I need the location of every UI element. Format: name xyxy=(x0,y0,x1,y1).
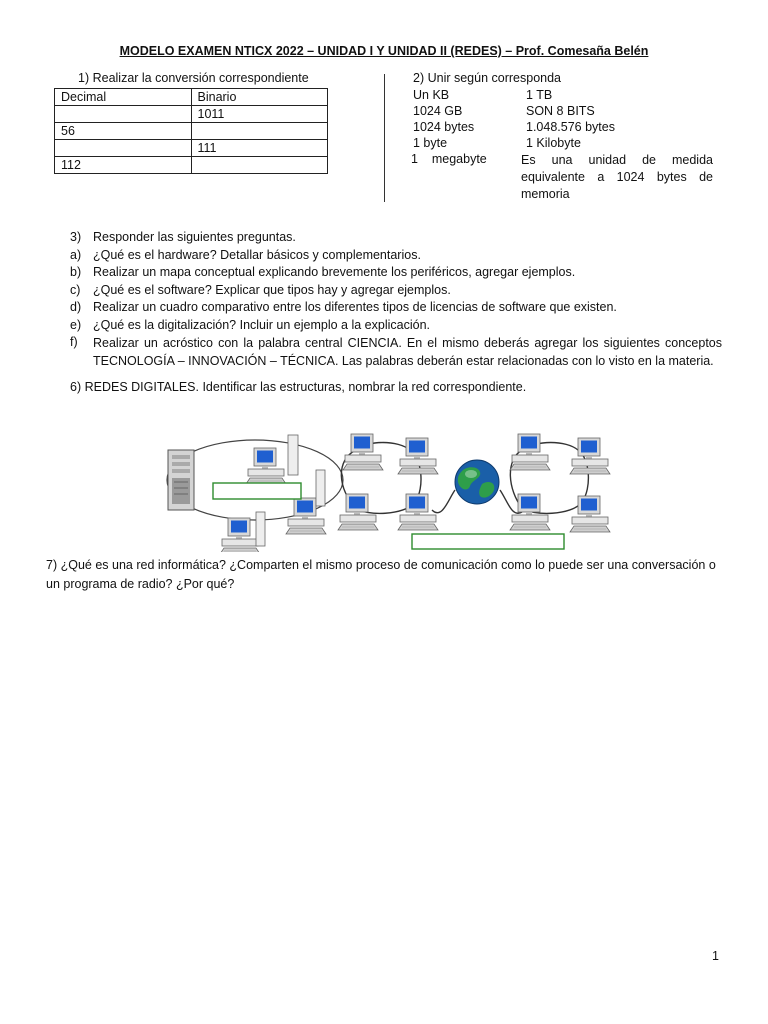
network-diagram xyxy=(160,420,620,552)
table-row xyxy=(55,106,328,123)
table-header-row xyxy=(55,89,328,106)
computer-icon xyxy=(570,438,610,474)
answer-box[interactable] xyxy=(213,483,301,499)
computer-icon xyxy=(398,438,438,474)
computer-icon xyxy=(510,434,550,470)
page-title: MODELO EXAMEN NTICX 2022 – UNIDAD I Y UNIDAD II (REDES) – Prof. Comesaña Belén xyxy=(119,44,649,58)
q7-text: 7) ¿Qué es una red informática? ¿Comparten el mismo proceso de comunicación como lo puede ser una conversación o un programa de radio? ¿Por qué? xyxy=(46,558,716,591)
tower-icon xyxy=(256,512,265,546)
q6-text: 6) REDES DIGITALES. Identificar las estructuras, nombrar la red correspondiente. xyxy=(70,380,527,394)
table-row xyxy=(55,140,328,157)
table-cell-decimal[interactable]: 56 xyxy=(55,123,192,140)
computer-icon xyxy=(338,494,378,530)
item-marker: e) xyxy=(70,317,82,332)
server-icon xyxy=(168,450,194,510)
tower-icon xyxy=(316,470,325,506)
column-divider xyxy=(384,74,385,202)
table-cell-binario[interactable]: 111 xyxy=(191,140,328,157)
item-text: Realizar un acróstico con la palabra central CIENCIA. En el mismo deberás agregar los siguientes conceptos TECNOLOGÍA – INNOVACIÓN – TÉCNICA. Las palabras deberán estar relacionadas con lo visto en la materia. xyxy=(93,336,722,368)
conversion-table xyxy=(54,88,328,174)
page-number: 1 xyxy=(712,949,719,963)
item-text: Responder las siguientes preguntas. xyxy=(93,230,296,244)
table-cell-decimal[interactable] xyxy=(55,140,192,157)
item-marker: a) xyxy=(70,247,82,262)
computer-icon xyxy=(398,494,438,530)
match-left-item: 1024 bytes xyxy=(413,120,475,134)
header-decimal: Decimal xyxy=(55,89,192,106)
match-left-item: 1 megabyte xyxy=(411,152,487,166)
table-row xyxy=(55,157,328,174)
item-marker: f) xyxy=(70,335,78,349)
item-marker: 3) xyxy=(70,230,82,244)
item-text: ¿Qué es el software? Explicar que tipos hay y agregar ejemplos. xyxy=(93,282,451,297)
q2-heading: 2) Unir según corresponda xyxy=(413,71,561,85)
computer-icon xyxy=(343,434,383,470)
item-text: ¿Qué es la digitalización? Incluir un ejemplo a la explicación. xyxy=(93,317,430,332)
table-cell-binario[interactable] xyxy=(191,123,328,140)
q1-heading: 1) Realizar la conversión correspondiente xyxy=(78,71,309,85)
match-right-item: 1 TB xyxy=(526,88,553,102)
table-cell-decimal[interactable] xyxy=(55,106,192,123)
table-row xyxy=(55,123,328,140)
computer-icon xyxy=(570,496,610,532)
match-right-item: 1 Kilobyte xyxy=(526,136,581,150)
match-right-item: 1.048.576 bytes xyxy=(526,120,615,134)
table-cell-binario[interactable] xyxy=(191,157,328,174)
table-cell-decimal[interactable]: 112 xyxy=(55,157,192,174)
match-left-item: 1 byte xyxy=(413,136,448,150)
header-binario: Binario xyxy=(191,89,328,106)
item-marker: c) xyxy=(70,282,81,297)
match-left-item: 1024 GB xyxy=(413,104,463,118)
globe-icon xyxy=(455,460,499,504)
answer-box[interactable] xyxy=(412,534,564,549)
tower-icon xyxy=(288,435,298,475)
match-right-item: SON 8 BITS xyxy=(526,104,595,118)
computer-icon xyxy=(220,518,260,552)
item-text: Realizar un mapa conceptual explicando brevemente los periféricos, agregar ejemplos. xyxy=(93,265,576,279)
item-marker: d) xyxy=(70,300,82,314)
item-text: Realizar un cuadro comparativo entre los diferentes tipos de licencias de software que existen. xyxy=(93,300,617,314)
match-right-item: Es una unidad de medida equivalente a 1024 bytes de memoria xyxy=(521,153,713,201)
item-marker: b) xyxy=(70,265,82,279)
computer-icon xyxy=(246,448,286,484)
item-text: ¿Qué es el hardware? Detallar básicos y complementarios. xyxy=(93,247,421,262)
table-cell-binario[interactable]: 1011 xyxy=(191,106,328,123)
match-left-item: Un KB xyxy=(413,88,450,102)
